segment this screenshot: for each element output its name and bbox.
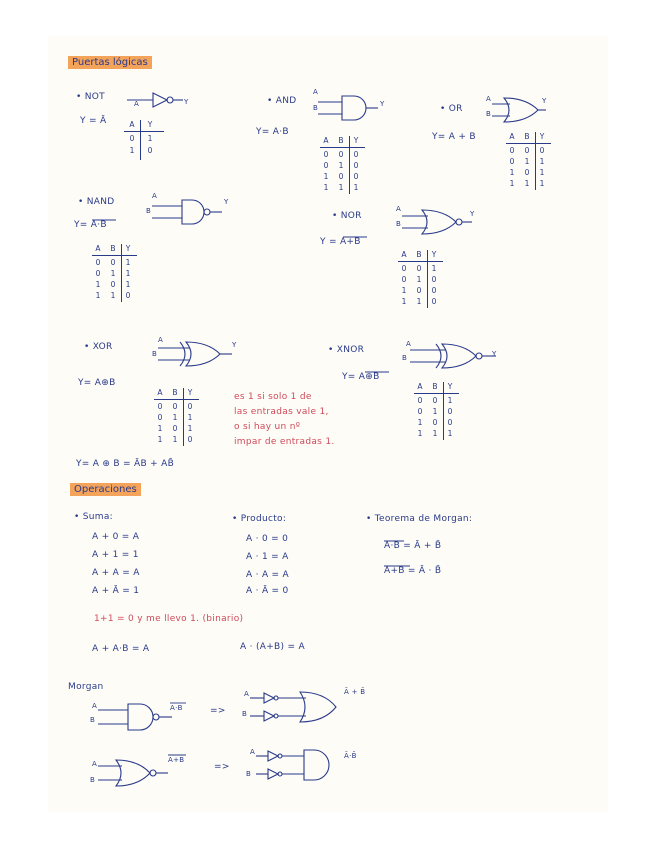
xnor-input-a: A bbox=[406, 340, 412, 348]
xor-output-y: Y bbox=[232, 341, 237, 349]
tt-header: Y bbox=[539, 132, 545, 141]
tt-cell: 0 bbox=[432, 418, 438, 427]
tt-cell: 0 bbox=[524, 146, 530, 155]
xor-note-line: impar de entradas 1. bbox=[234, 437, 335, 447]
tt-cell: 0 bbox=[157, 413, 163, 422]
tt-header: B bbox=[172, 388, 178, 397]
morgan-r1-right-out: Ā + B̄ bbox=[344, 688, 366, 696]
producto-line: A · 1 = A bbox=[246, 552, 289, 562]
tt-header: Y bbox=[125, 244, 131, 253]
nor-label: • NOR bbox=[332, 211, 362, 221]
and-input-a: A bbox=[313, 88, 319, 96]
tt-cell: 1 bbox=[417, 418, 423, 427]
xnor-expression: Y= A⊕B bbox=[342, 372, 380, 382]
suma-line: A + A = A bbox=[92, 568, 140, 578]
suma-label: • Suma: bbox=[74, 512, 114, 522]
tt-cell: 1 bbox=[447, 429, 453, 438]
tt-cell: 0 bbox=[338, 172, 344, 181]
and-label: • AND bbox=[267, 96, 297, 106]
producto-line: A · Ā = 0 bbox=[246, 586, 289, 596]
tt-cell: 1 bbox=[401, 297, 407, 306]
xor-note-line: las entradas vale 1, bbox=[234, 407, 329, 417]
tt-cell: 1 bbox=[353, 183, 359, 192]
tt-cell: 0 bbox=[353, 161, 359, 170]
binary-note: 1+1 = 0 y me llevo 1. (binario) bbox=[94, 614, 244, 624]
tt-cell: 1 bbox=[539, 157, 545, 166]
tt-cell: 1 bbox=[187, 413, 193, 422]
tt-cell: 1 bbox=[187, 424, 193, 433]
and-output-y: Y bbox=[380, 100, 385, 108]
or-input-a: A bbox=[486, 95, 492, 103]
morgan-r2-left-out: A+B bbox=[168, 756, 185, 764]
tt-cell: 0 bbox=[431, 275, 437, 284]
tt-cell: 1 bbox=[431, 264, 437, 273]
tt-header: A bbox=[95, 244, 101, 253]
tt-cell: 0 bbox=[431, 286, 437, 295]
producto-line: A · A = A bbox=[246, 570, 290, 580]
tt-cell: 1 bbox=[432, 407, 438, 416]
tt-cell: 0 bbox=[447, 418, 453, 427]
tt-cell: 0 bbox=[323, 150, 329, 159]
morgan-r1-overline-icon bbox=[168, 701, 188, 705]
tt-header: Y bbox=[447, 382, 453, 391]
morgan-r2-input-a: A bbox=[92, 760, 98, 768]
not-output-y: Y bbox=[184, 98, 189, 106]
tt-cell: 0 bbox=[172, 424, 178, 433]
tt-cell: 1 bbox=[432, 429, 438, 438]
and-expression: Y= A·B bbox=[256, 127, 289, 137]
tt-cell: 1 bbox=[172, 435, 178, 444]
nand-gate-icon bbox=[152, 198, 232, 226]
tt-header: B bbox=[432, 382, 438, 391]
tt-cell: 0 bbox=[401, 264, 407, 273]
and-input-b: B bbox=[313, 104, 319, 112]
morgan-r2-input-b: B bbox=[90, 776, 96, 784]
tt-header: A bbox=[401, 250, 407, 259]
xor-gate-icon bbox=[158, 340, 238, 368]
or-truth-table bbox=[506, 132, 556, 188]
tt-cell: 1 bbox=[417, 429, 423, 438]
tt-cell: 0 bbox=[95, 258, 101, 267]
tt-header: B bbox=[524, 132, 530, 141]
absorption-product: A · (A+B) = A bbox=[240, 642, 305, 652]
tt-cell: 0 bbox=[187, 435, 193, 444]
tt-cell: 1 bbox=[539, 179, 545, 188]
tt-header: A bbox=[129, 120, 135, 129]
tt-cell: 1 bbox=[172, 413, 178, 422]
or-input-b: B bbox=[486, 110, 492, 118]
tt-cell: 1 bbox=[129, 146, 135, 155]
and-truth-table bbox=[320, 136, 370, 192]
not-label: • NOT bbox=[76, 92, 105, 102]
xor-label: • XOR bbox=[84, 342, 113, 352]
not-input-a: A bbox=[134, 100, 140, 108]
section-title-ops: Operaciones bbox=[70, 483, 141, 496]
tt-cell: 0 bbox=[125, 291, 131, 300]
tt-cell: 1 bbox=[157, 424, 163, 433]
tt-header: B bbox=[338, 136, 344, 145]
xor-identity: Y= A ⊕ B = ĀB + AB̄ bbox=[76, 459, 175, 469]
tt-cell: 0 bbox=[431, 297, 437, 306]
tt-cell: 0 bbox=[432, 396, 438, 405]
nor-input-b: B bbox=[396, 220, 402, 228]
tt-cell: 0 bbox=[157, 402, 163, 411]
tt-cell: 0 bbox=[416, 286, 422, 295]
morgan-r1-arrow: => bbox=[210, 706, 226, 716]
tt-header: Y bbox=[187, 388, 193, 397]
tt-cell: 1 bbox=[125, 258, 131, 267]
and-gate-icon bbox=[318, 94, 388, 122]
tt-cell: 1 bbox=[110, 291, 116, 300]
nand-input-b: B bbox=[146, 207, 152, 215]
tt-cell: 0 bbox=[147, 146, 153, 155]
tt-cell: 1 bbox=[338, 161, 344, 170]
producto-label: • Producto: bbox=[232, 514, 287, 524]
nor-expression: Y = A+B bbox=[320, 237, 361, 247]
or-expression: Y= A + B bbox=[432, 132, 476, 142]
tt-cell: 0 bbox=[539, 146, 545, 155]
nand-truth-table bbox=[92, 244, 148, 308]
tt-cell: 0 bbox=[417, 396, 423, 405]
tt-header: A bbox=[157, 388, 163, 397]
morgan-r2-overline-icon bbox=[166, 753, 188, 757]
tt-cell: 1 bbox=[95, 280, 101, 289]
tt-cell: 1 bbox=[524, 179, 530, 188]
section-title-gates: Puertas lógicas bbox=[68, 56, 152, 69]
or-output-y: Y bbox=[542, 97, 547, 105]
tt-header: Y bbox=[431, 250, 437, 259]
tt-header: A bbox=[509, 132, 515, 141]
morgan-r2-right-a: A bbox=[250, 748, 256, 756]
xor-truth-table bbox=[154, 388, 214, 452]
tt-cell: 1 bbox=[147, 134, 153, 143]
morgan-r1-right-a: A bbox=[244, 690, 250, 698]
tt-cell: 1 bbox=[125, 280, 131, 289]
tt-cell: 0 bbox=[172, 402, 178, 411]
tt-cell: 0 bbox=[416, 264, 422, 273]
xor-note-line: es 1 si solo 1 de bbox=[234, 392, 312, 402]
tt-cell: 0 bbox=[95, 269, 101, 278]
tt-cell: 1 bbox=[323, 183, 329, 192]
nor-overline-icon bbox=[341, 235, 371, 239]
tt-cell: 1 bbox=[157, 435, 163, 444]
tt-cell: 1 bbox=[509, 168, 515, 177]
tt-cell: 1 bbox=[338, 183, 344, 192]
tt-cell: 1 bbox=[110, 269, 116, 278]
xor-input-a: A bbox=[158, 336, 164, 344]
tt-header: B bbox=[110, 244, 116, 253]
xor-note-line: o si hay un nº bbox=[234, 422, 301, 432]
morgan-overline-icon bbox=[382, 539, 406, 543]
xnor-overline-icon bbox=[363, 370, 393, 374]
absorption-sum: A + A·B = A bbox=[92, 644, 150, 654]
tt-header: B bbox=[416, 250, 422, 259]
nor-input-a: A bbox=[396, 205, 402, 213]
tt-header: A bbox=[323, 136, 329, 145]
tt-cell: 0 bbox=[509, 157, 515, 166]
tt-cell: 1 bbox=[539, 168, 545, 177]
tt-cell: 1 bbox=[125, 269, 131, 278]
morgan-r1-input-b: B bbox=[90, 716, 96, 724]
morgan-r2-arrow: => bbox=[214, 762, 230, 772]
tt-header: Y bbox=[147, 120, 153, 129]
tt-cell: 1 bbox=[401, 286, 407, 295]
nand-overline-icon bbox=[90, 218, 120, 222]
producto-line: A · 0 = 0 bbox=[246, 534, 289, 544]
morgan-and-inverted-gate-icon bbox=[256, 748, 346, 782]
tt-cell: 0 bbox=[338, 150, 344, 159]
tt-cell: 0 bbox=[353, 172, 359, 181]
tt-cell: 0 bbox=[524, 168, 530, 177]
xnor-output-y: Y bbox=[492, 350, 497, 358]
morgan-nand-gate-icon bbox=[98, 704, 178, 732]
tt-cell: 1 bbox=[416, 297, 422, 306]
tt-cell: 0 bbox=[417, 407, 423, 416]
tt-cell: 1 bbox=[323, 172, 329, 181]
tt-cell: 0 bbox=[401, 275, 407, 284]
not-truth-table bbox=[124, 120, 164, 160]
morgan-r1-right-b: B bbox=[242, 710, 248, 718]
nor-truth-table bbox=[398, 250, 454, 310]
tt-cell: 1 bbox=[447, 396, 453, 405]
tt-cell: 0 bbox=[110, 280, 116, 289]
nand-input-a: A bbox=[152, 192, 158, 200]
morgan-diagram-title: Morgan bbox=[68, 682, 104, 692]
tt-header: A bbox=[417, 382, 423, 391]
morgan-label: • Teorema de Morgan: bbox=[366, 514, 473, 524]
nand-output-y: Y bbox=[224, 198, 229, 206]
xnor-label: • XNOR bbox=[328, 345, 365, 355]
tt-cell: 0 bbox=[353, 150, 359, 159]
xnor-truth-table bbox=[414, 382, 494, 446]
xor-input-b: B bbox=[152, 350, 158, 358]
suma-line: A + 1 = 1 bbox=[92, 550, 139, 560]
not-expression: Y = Ā bbox=[80, 116, 107, 126]
tt-cell: 1 bbox=[524, 157, 530, 166]
morgan-r2-right-out: Ā·B̄ bbox=[344, 752, 357, 760]
nand-label: • NAND bbox=[78, 197, 115, 207]
xor-expression: Y= A⊕B bbox=[78, 378, 116, 388]
tt-cell: 1 bbox=[509, 179, 515, 188]
morgan-r1-left-out: A·B bbox=[170, 704, 183, 712]
morgan-nor-gate-icon bbox=[98, 760, 178, 788]
tt-cell: 0 bbox=[509, 146, 515, 155]
morgan-or-inverted-gate-icon bbox=[250, 690, 340, 724]
tt-header: Y bbox=[353, 136, 359, 145]
morgan-overline-icon bbox=[382, 564, 412, 568]
tt-cell: 0 bbox=[129, 134, 135, 143]
xnor-input-b: B bbox=[402, 354, 408, 362]
morgan-r1-input-a: A bbox=[92, 702, 98, 710]
nor-output-y: Y bbox=[470, 210, 475, 218]
morgan-line: A·B = Ā + B̄ bbox=[384, 541, 442, 551]
tt-cell: 0 bbox=[447, 407, 453, 416]
tt-cell: 0 bbox=[187, 402, 193, 411]
tt-cell: 0 bbox=[110, 258, 116, 267]
or-label: • OR bbox=[440, 104, 463, 114]
morgan-r2-right-b: B bbox=[246, 770, 252, 778]
nand-expression: Y= A·B bbox=[74, 220, 107, 230]
tt-cell: 1 bbox=[95, 291, 101, 300]
suma-line: A + 0 = A bbox=[92, 532, 140, 542]
morgan-line: A+B = Ā · B̄ bbox=[384, 566, 442, 576]
suma-line: A + Ā = 1 bbox=[92, 586, 140, 596]
tt-cell: 1 bbox=[416, 275, 422, 284]
tt-cell: 0 bbox=[323, 161, 329, 170]
